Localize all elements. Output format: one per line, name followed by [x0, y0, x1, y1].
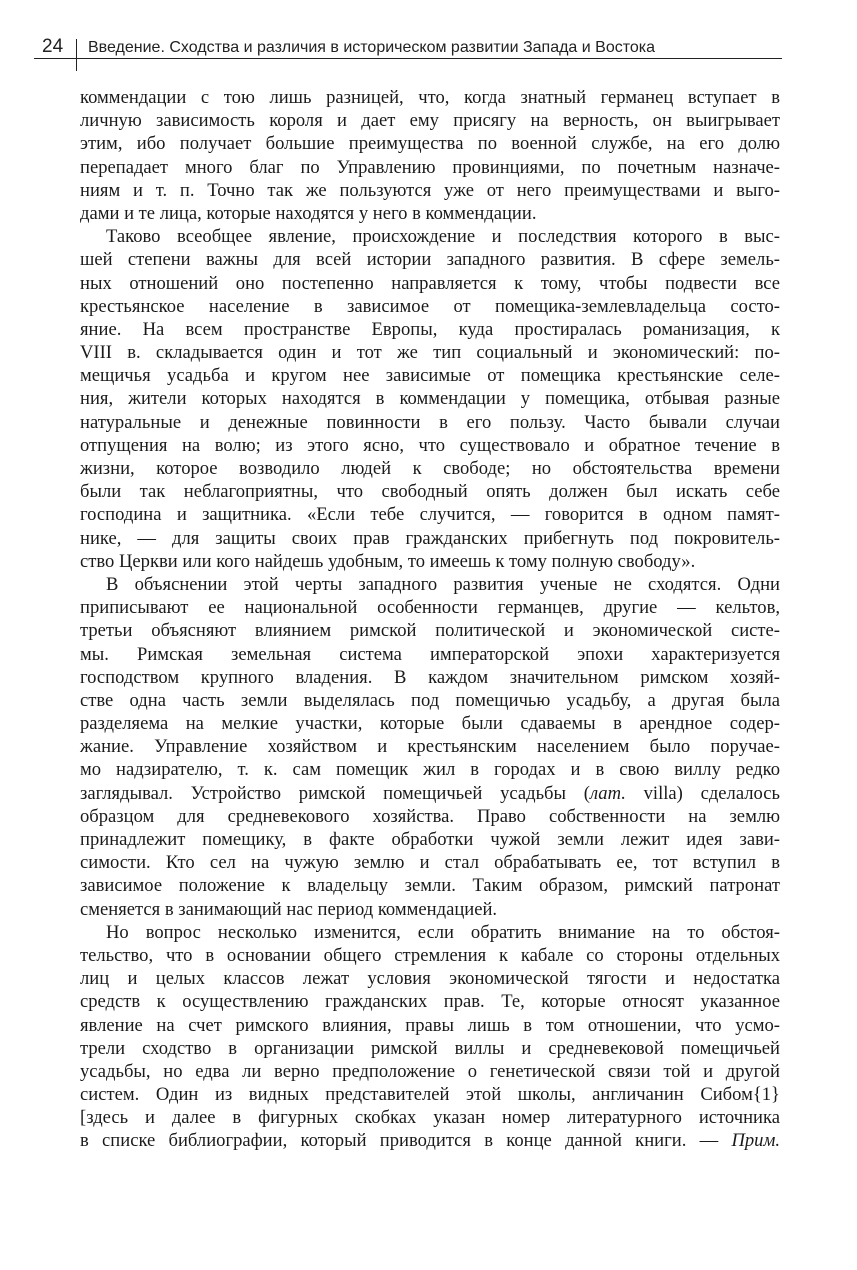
text-line: приписывают ее национальной особенности германцев, другие — кельтов,: [80, 597, 780, 619]
text-line: жизни, которое возводило людей к свободе; но обстоятельства времени: [80, 458, 780, 479]
italic-note-label: Прим.: [718, 1130, 780, 1152]
text-line: ниям и т. п. Точно так же пользуются уже от него преимуществами и выго-: [80, 179, 780, 201]
text-line: дами и те лица, которые находятся у него в коммендации.: [80, 202, 537, 224]
body-text: [80, 86, 780, 1153]
running-header: [34, 36, 782, 59]
text-line: личную зависимость короля и дает ему присягу на верность, он выигрывает: [80, 110, 780, 132]
text-line: VIII в. складывается один и тот же тип социальный и экономический: по-: [80, 342, 780, 364]
text-line: жание. Управление хозяйством и крестьянским населением было поручае-: [80, 736, 780, 758]
text-line-with-italic: [80, 782, 780, 805]
text-line: мещичья усадьба и кругом нее зависимые от помещика крестьянские селе-: [80, 365, 780, 387]
text-line: Но вопрос несколько изменится, если обратить внимание на то обстоя-: [106, 921, 780, 943]
text-segment: заглядывал. Устройство римской помещичьей усадьбы (: [80, 782, 590, 804]
text-line: мы. Римская земельная система императорской эпохи характеризуется: [80, 643, 780, 665]
text-line: Таково всеобщее явление, происхождение и последствия которого в выс-: [106, 226, 780, 248]
text-line: образцом для средневекового хозяйства. Право собственности на землю: [80, 805, 780, 827]
text-line: этим, ибо получает большие преимущества по военной службе, на его долю: [80, 133, 780, 155]
text-line: ных отношений оно постепенно направляется к тому, чтобы подвести все: [80, 272, 780, 294]
text-line: трели сходство в организации римской виллы и средневековой помещичьей: [80, 1037, 780, 1059]
text-segment: в списке библиографии, который приводится в конце данной книги. —: [80, 1130, 719, 1152]
text-line: сменяется в занимающий нас период коммендацией.: [80, 898, 498, 920]
text-line: натуральные и денежные повинности в его пользу. Часто бывали случаи: [80, 411, 780, 433]
text-line: В объяснении этой черты западного развития ученые не сходятся. Одни: [106, 573, 780, 595]
text-line: третьи объясняют влиянием римской политической и экономической систе-: [80, 620, 780, 642]
text-line: симости. Кто сел на чужую землю и стал обрабатывать ее, тот вступил в: [80, 852, 780, 874]
text-line: явление на счет римского влияния, правы лишь в том отношении, что усмо-: [80, 1014, 780, 1036]
text-line: шей степени важны для всей истории западного развития. В сфере земель-: [80, 249, 780, 271]
text-line: яние. На всем пространстве Европы, куда простиралась романизация, к: [80, 318, 780, 340]
text-line: усадьбы, но едва ли верно предположение о генетической связи той и другой: [80, 1060, 780, 1082]
text-line: коммендации с тою лишь разницей, что, когда знатный германец вступает в: [80, 87, 780, 108]
text-line-with-italic: [80, 1129, 780, 1152]
running-title: Введение. Сходства и различия в историческом развитии Запада и Востока: [88, 39, 656, 56]
text-line: тельство, что в основании общего стремления к кабале со стороны отдельных: [80, 944, 780, 966]
text-line: [здесь и далее в фигурных скобках указан номер литературного источника: [80, 1107, 780, 1129]
text-line: господством крупного владения. В каждом значительном римском хозяй-: [80, 666, 780, 688]
text-line: зависимое положение к владельцу земли. Таким образом, римский патронат: [80, 875, 780, 897]
text-line: ния, жители которых находятся в коммендации у помещика, отбывая разные: [80, 388, 780, 410]
text-line: отпущения на волю; из этого ясно, что существовало и обратное течение в: [80, 434, 780, 456]
text-line: нике, — для защиты своих прав гражданских прибегнуть под покровитель-: [80, 527, 780, 549]
text-line: систем. Один из видных представителей этой школы, англичанин Сибом{1}: [80, 1084, 780, 1106]
text-line: стве одна часть земли выделялась под помещичью усадьбу, а другая была: [80, 689, 780, 711]
text-line: господина и защитника. «Если тебе случится, — говорится в одном памят-: [80, 504, 780, 526]
text-line: ство Церкви или кого найдешь удобным, то имеешь к тому полную свободу».: [80, 550, 696, 572]
text-line: средств к осуществлению гражданских прав. Те, которые относят указанное: [80, 991, 780, 1013]
header-divider: [76, 39, 77, 71]
italic-abbreviation: лат.: [589, 782, 626, 804]
text-line: перепадает много благ по Управлению провинциями, по почетным назначе-: [80, 156, 780, 178]
text-line: мо надзирателю, т. к. сам помещик жил в городах и в свою виллу редко: [80, 759, 780, 781]
text-segment: villa) сделалось: [625, 782, 781, 804]
text-line: крестьянское население в зависимое от помещика-землевладельца состо-: [80, 295, 780, 317]
text-line: были так неблагоприятны, что свободный опять должен был искать себе: [80, 481, 780, 503]
text-line: лиц и целых классов лежат условия экономической тягости и недостатка: [80, 968, 780, 990]
text-line: разделяема на мелкие участки, которые были сдаваемы в арендное содер-: [80, 713, 780, 735]
page-number: 24: [42, 36, 64, 57]
text-line: принадлежит помещику, в факте обработки чужой земли лежит идея зави-: [80, 829, 780, 850]
